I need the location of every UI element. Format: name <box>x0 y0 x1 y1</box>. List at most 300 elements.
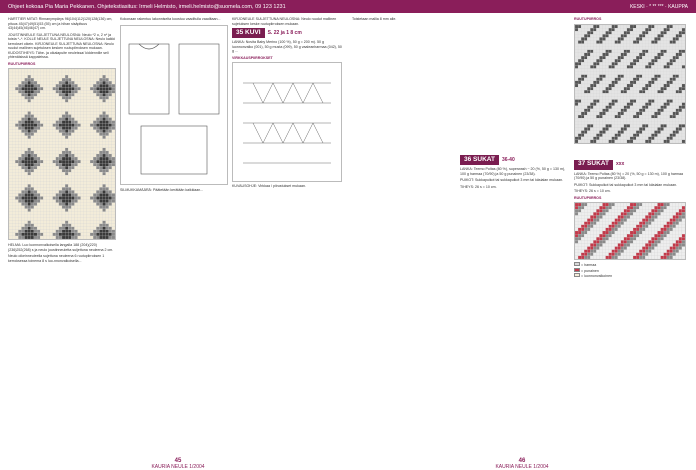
chart-cell <box>599 34 602 37</box>
chart-cell <box>618 215 621 218</box>
chart-cell <box>9 78 12 81</box>
chart-cell <box>661 111 664 114</box>
chart-cell <box>106 184 109 187</box>
chart-cell <box>618 52 621 55</box>
crochet-diagram <box>233 63 341 181</box>
chart-cell <box>599 231 602 234</box>
chart-cell <box>618 77 621 80</box>
chart-cell <box>65 160 68 163</box>
chart-cell <box>31 112 34 115</box>
chart-cell <box>21 87 24 90</box>
chart-cell <box>106 181 109 184</box>
chart-cell <box>71 124 74 127</box>
chart-cell <box>642 234 645 237</box>
chart-cell <box>667 46 670 49</box>
chart-cell <box>658 31 661 34</box>
chart-cell <box>31 218 34 221</box>
chart-heading: RUUTUPIIRROS <box>8 61 36 66</box>
chart-cell <box>34 190 37 193</box>
chart-cell <box>106 172 109 175</box>
chart-cell <box>34 163 37 166</box>
chart-cell <box>618 127 621 130</box>
chart-cell <box>661 219 664 222</box>
chart-cell <box>654 231 657 234</box>
chart-cell <box>112 133 115 136</box>
chart-cell <box>581 96 584 99</box>
chart-cell <box>96 230 99 233</box>
measurements-text: HARTTIER MITAT: Rinnanympärys 96(104)112(120)128(136) cm, pituus 45(47)49(51)53 (55) cm ja hihan sisäpituus 43(44)45(46)46(47) cm. <box>8 17 113 30</box>
chart-cell <box>28 157 31 160</box>
chart-cell <box>31 78 34 81</box>
chart-cell <box>575 59 578 62</box>
chart-cell <box>74 209 77 212</box>
chart-cell <box>682 84 685 87</box>
chart-cell <box>109 105 112 108</box>
chart-cell <box>658 243 661 246</box>
chart-cell <box>630 209 633 212</box>
chart-cell <box>667 250 670 253</box>
chart-cell <box>596 31 599 34</box>
chart-cell <box>78 87 81 90</box>
chart-cell <box>37 224 40 227</box>
chart-cell <box>43 102 46 105</box>
chart-cell <box>103 206 106 209</box>
chart-cell <box>636 250 639 253</box>
chart-cell <box>28 115 31 118</box>
chart-cell <box>584 222 587 225</box>
chart-cell <box>28 130 31 133</box>
chart-cell <box>590 62 593 65</box>
chart-cell <box>618 65 621 68</box>
chart-cell <box>74 197 77 200</box>
chart-cell <box>12 136 15 139</box>
chart-cell <box>84 136 87 139</box>
chart-cell <box>12 154 15 157</box>
chart-cell <box>587 52 590 55</box>
chart-cell <box>87 197 90 200</box>
chart-cell <box>648 118 651 121</box>
chart-cell <box>596 90 599 93</box>
chart-cell <box>667 253 670 256</box>
chart-cell <box>593 40 596 43</box>
chart-cell <box>648 121 651 124</box>
chart-cell <box>43 193 46 196</box>
chart-cell <box>590 250 593 253</box>
chart-cell <box>87 181 90 184</box>
chart-cell <box>62 224 65 227</box>
chart-cell <box>590 65 593 68</box>
chart-cell <box>682 93 685 96</box>
chart-cell <box>667 133 670 136</box>
chart-cell <box>636 87 639 90</box>
chart-cell <box>584 215 587 218</box>
chart-cell <box>575 240 578 243</box>
chart-cell <box>53 157 56 160</box>
chart-cell <box>630 219 633 222</box>
chart-cell <box>74 200 77 203</box>
chart-cell <box>667 87 670 90</box>
chart-cell <box>9 148 12 151</box>
chart-cell <box>25 166 28 169</box>
chart-cell <box>651 247 654 250</box>
chart-cell <box>28 236 31 239</box>
chart-cell <box>93 212 96 215</box>
chart-cell <box>59 215 62 218</box>
chart-cell <box>40 200 43 203</box>
chart-cell <box>46 72 49 75</box>
chart-cell <box>636 256 639 259</box>
chart-cell <box>37 206 40 209</box>
chart-cell <box>56 105 59 108</box>
chart-cell <box>106 69 109 72</box>
chart-cell <box>96 118 99 121</box>
chart-cell <box>679 139 682 142</box>
chart-cell <box>606 111 609 114</box>
chart-cell <box>50 203 53 206</box>
chart-cell <box>676 253 679 256</box>
chart-cell <box>645 206 648 209</box>
chart-cell <box>651 139 654 142</box>
chart-cell <box>43 178 46 181</box>
chart-cell <box>606 52 609 55</box>
chart-cell <box>587 28 590 31</box>
chart-cell <box>670 115 673 118</box>
chart-cell <box>99 130 102 133</box>
chart-cell <box>667 80 670 83</box>
chart-cell <box>587 219 590 222</box>
chart-cell <box>578 118 581 121</box>
chart-cell <box>109 84 112 87</box>
chart-cell <box>682 118 685 121</box>
chart-cell <box>639 130 642 133</box>
chart-cell <box>636 212 639 215</box>
chart-cell <box>84 151 87 154</box>
chart-cell <box>112 197 115 200</box>
chart-cell <box>590 46 593 49</box>
chart-cell <box>679 256 682 259</box>
chart-cell <box>618 118 621 121</box>
chart-cell <box>670 237 673 240</box>
chart-cell <box>99 227 102 230</box>
chart-cell <box>670 77 673 80</box>
chart-cell <box>62 169 65 172</box>
chart-cell <box>606 102 609 105</box>
chart-cell <box>109 115 112 118</box>
chart-cell <box>590 99 593 102</box>
chart-cell <box>639 206 642 209</box>
chart-cell <box>670 108 673 111</box>
chart-cell <box>633 240 636 243</box>
chart-cell <box>667 206 670 209</box>
chart-cell <box>645 243 648 246</box>
chart-cell <box>599 99 602 102</box>
chart-cell <box>633 80 636 83</box>
chart-cell <box>90 187 93 190</box>
chart-cell <box>664 215 667 218</box>
chart-cell <box>596 247 599 250</box>
chart-cell <box>615 130 618 133</box>
chart-cell <box>37 236 40 239</box>
chart-cell <box>103 75 106 78</box>
chart-cell <box>37 175 40 178</box>
chart-cell <box>603 87 606 90</box>
sock-chart-36 <box>574 24 686 144</box>
chart-cell <box>630 215 633 218</box>
chart-cell <box>96 193 99 196</box>
chart-cell <box>71 139 74 142</box>
chart-cell <box>62 124 65 127</box>
chart-cell <box>584 206 587 209</box>
chart-cell <box>578 80 581 83</box>
chart-cell <box>56 136 59 139</box>
chart-cell <box>28 187 31 190</box>
chart-cell <box>603 139 606 142</box>
chart-cell <box>71 166 74 169</box>
chart-cell <box>676 77 679 80</box>
chart-cell <box>59 181 62 184</box>
chart-cell <box>642 96 645 99</box>
chart-cell <box>639 247 642 250</box>
chart-cell <box>630 87 633 90</box>
chart-cell <box>584 68 587 71</box>
chart-cell <box>609 25 612 28</box>
chart-cell <box>109 221 112 224</box>
chart-cell <box>618 96 621 99</box>
model-37-tiheys: TIHEYS: 26 s = 10 cm. <box>574 189 611 193</box>
chart-cell <box>654 127 657 130</box>
chart-cell <box>599 62 602 65</box>
chart-cell <box>658 62 661 65</box>
chart-cell <box>99 72 102 75</box>
chart-cell <box>661 25 664 28</box>
chart-cell <box>34 215 37 218</box>
chart-cell <box>682 127 685 130</box>
chart-cell <box>31 193 34 196</box>
chart-cell <box>28 102 31 105</box>
chart-cell <box>71 218 74 221</box>
chart-cell <box>112 233 115 236</box>
chart-cell <box>18 212 21 215</box>
chart-cell <box>639 84 642 87</box>
chart-cell <box>46 118 49 121</box>
chart-cell <box>654 59 657 62</box>
chart-cell <box>12 124 15 127</box>
chart-cell <box>587 68 590 71</box>
chart-cell <box>37 197 40 200</box>
chart-cell <box>615 115 618 118</box>
chart-cell <box>584 118 587 121</box>
chart-cell <box>81 124 84 127</box>
chart-cell <box>71 200 74 203</box>
chart-cell <box>87 218 90 221</box>
chart-cell <box>654 121 657 124</box>
chart-cell <box>618 219 621 222</box>
chart-cell <box>81 151 84 154</box>
chart-cell <box>621 231 624 234</box>
chart-cell <box>661 240 664 243</box>
chart-cell <box>667 62 670 65</box>
chart-cell <box>621 46 624 49</box>
chart-cell <box>53 206 56 209</box>
chart-cell <box>575 237 578 240</box>
chart-cell <box>615 93 618 96</box>
chart-cell <box>99 212 102 215</box>
chart-cell <box>78 84 81 87</box>
chart-cell <box>664 124 667 127</box>
chart-cell <box>664 234 667 237</box>
chart-cell <box>9 200 12 203</box>
chart-cell <box>81 212 84 215</box>
chart-cell <box>50 206 53 209</box>
chart-cell <box>93 127 96 130</box>
chart-cell <box>78 99 81 102</box>
chart-cell <box>93 84 96 87</box>
chart-cell <box>84 230 87 233</box>
chart-cell <box>81 187 84 190</box>
chart-cell <box>633 74 636 77</box>
chart-cell <box>596 25 599 28</box>
chart-cell <box>658 234 661 237</box>
chart-cell <box>682 102 685 105</box>
chart-cell <box>590 28 593 31</box>
chart-cell <box>18 178 21 181</box>
chart-cell <box>28 121 31 124</box>
chart-cell <box>648 231 651 234</box>
chart-cell <box>587 121 590 124</box>
chart-cell <box>53 197 56 200</box>
chart-cell <box>661 43 664 46</box>
chart-cell <box>633 250 636 253</box>
chart-cell <box>112 96 115 99</box>
chart-cell <box>21 81 24 84</box>
chart-cell <box>12 105 15 108</box>
chart-cell <box>34 157 37 160</box>
chart-cell <box>584 96 587 99</box>
chart-cell <box>645 74 648 77</box>
schematic-diagram <box>120 25 228 185</box>
chart-cell <box>661 37 664 40</box>
chart-cell <box>642 105 645 108</box>
chart-cell <box>56 227 59 230</box>
chart-cell <box>99 84 102 87</box>
chart-cell <box>87 133 90 136</box>
chart-cell <box>651 219 654 222</box>
chart-cell <box>612 234 615 237</box>
chart-cell <box>78 172 81 175</box>
chart-cell <box>584 203 587 206</box>
chart-cell <box>584 121 587 124</box>
chart-cell <box>596 219 599 222</box>
chart-cell <box>96 87 99 90</box>
chart-cell <box>575 243 578 246</box>
chart-cell <box>93 121 96 124</box>
chart-cell <box>74 81 77 84</box>
chart-cell <box>18 233 21 236</box>
chart-cell <box>56 118 59 121</box>
chart-cell <box>593 118 596 121</box>
chart-cell <box>96 93 99 96</box>
chart-cell <box>603 231 606 234</box>
chart-cell <box>581 228 584 231</box>
chart-cell <box>651 80 654 83</box>
chart-cell <box>661 209 664 212</box>
chart-cell <box>96 190 99 193</box>
chart-cell <box>651 31 654 34</box>
chart-cell <box>106 215 109 218</box>
chart-cell <box>62 75 65 78</box>
chart-cell <box>34 121 37 124</box>
chart-cell <box>21 130 24 133</box>
chart-cell <box>43 160 46 163</box>
chart-cell <box>642 136 645 139</box>
chart-cell <box>65 187 68 190</box>
chart-cell <box>99 87 102 90</box>
chart-cell <box>670 219 673 222</box>
chart-cell <box>575 80 578 83</box>
chart-cell <box>37 190 40 193</box>
chart-cell <box>612 228 615 231</box>
chart-cell <box>581 111 584 114</box>
chart-cell <box>50 115 53 118</box>
chart-cell <box>68 218 71 221</box>
chart-cell <box>581 136 584 139</box>
chart-cell <box>609 105 612 108</box>
chart-cell <box>112 169 115 172</box>
chart-cell <box>621 253 624 256</box>
chart-cell <box>62 203 65 206</box>
chart-cell <box>31 190 34 193</box>
chart-cell <box>603 243 606 246</box>
chart-cell <box>661 133 664 136</box>
chart-cell <box>59 169 62 172</box>
chart-cell <box>618 62 621 65</box>
chart-cell <box>56 218 59 221</box>
chart-cell <box>581 99 584 102</box>
chart-cell <box>581 118 584 121</box>
chart-cell <box>9 84 12 87</box>
chart-cell <box>658 222 661 225</box>
chart-cell <box>106 75 109 78</box>
chart-cell <box>25 139 28 142</box>
chart-cell <box>609 43 612 46</box>
chart-cell <box>65 184 68 187</box>
chart-cell <box>603 90 606 93</box>
chart-cell <box>599 228 602 231</box>
chart-cell <box>618 49 621 52</box>
chart-cell <box>658 219 661 222</box>
chart-cell <box>624 250 627 253</box>
chart-cell <box>599 65 602 68</box>
chart-cell <box>68 233 71 236</box>
chart-cell <box>651 59 654 62</box>
chart-cell <box>624 65 627 68</box>
chart-cell <box>654 240 657 243</box>
chart-cell <box>53 224 56 227</box>
chart-cell <box>21 72 24 75</box>
chart-cell <box>93 136 96 139</box>
chart-cell <box>62 178 65 181</box>
chart-cell <box>68 102 71 105</box>
chart-cell <box>56 72 59 75</box>
chart-cell <box>581 25 584 28</box>
chart-cell <box>627 225 630 228</box>
chart-cell <box>112 124 115 127</box>
chart-cell <box>606 121 609 124</box>
chart-cell <box>630 71 633 74</box>
chart-cell <box>74 227 77 230</box>
chart-cell <box>103 81 106 84</box>
chart-cell <box>93 200 96 203</box>
